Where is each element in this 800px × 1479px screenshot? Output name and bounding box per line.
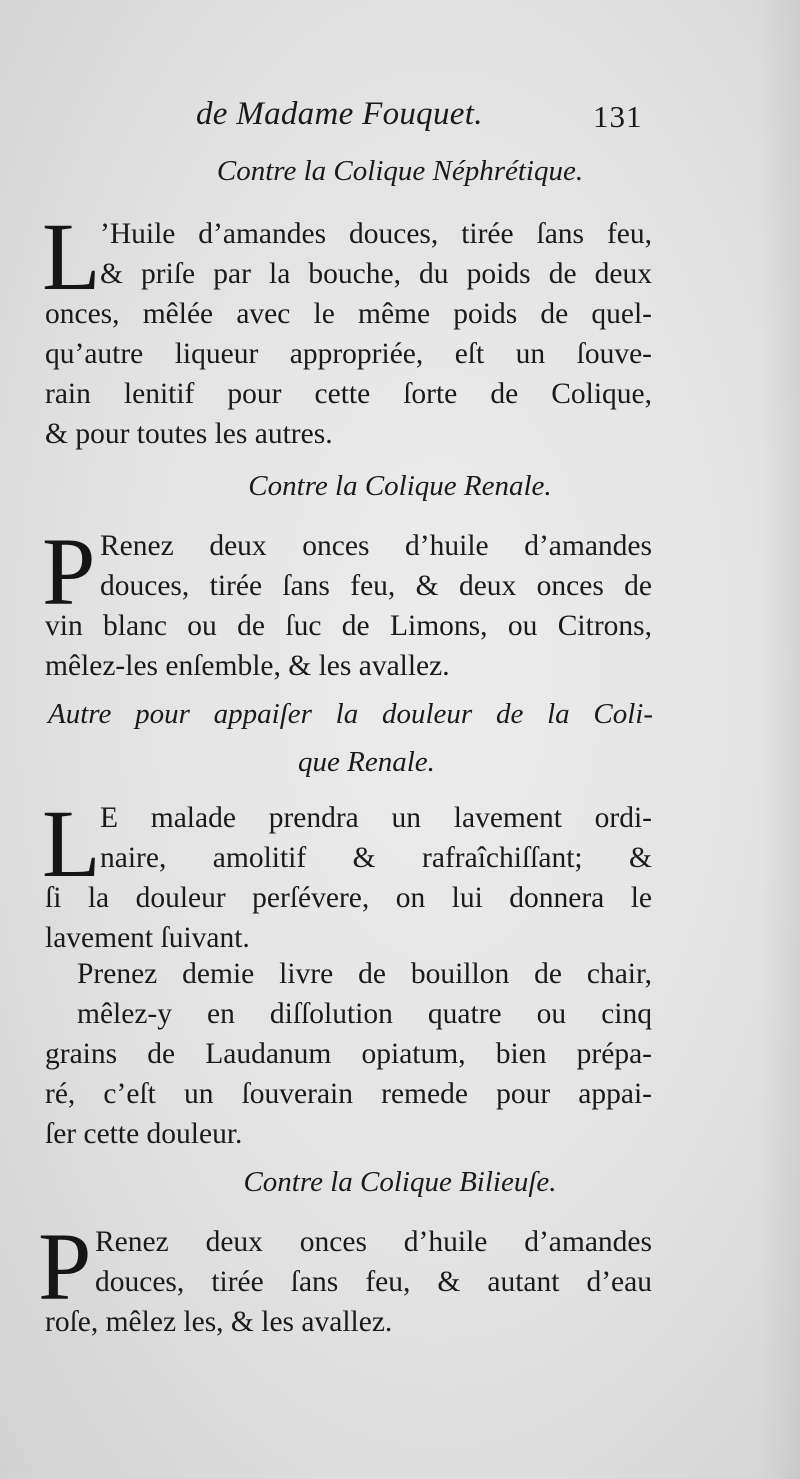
text-line: & priſe par la bouche, du poids de deux bbox=[100, 258, 652, 290]
section-heading-appaiser bbox=[48, 690, 653, 786]
text-line: mêlez-y en diſſolution quatre ou cinq bbox=[77, 998, 652, 1030]
section-heading-nephretique: Contre la Colique Néphrétique. bbox=[216, 155, 584, 187]
paragraph-appaiser bbox=[45, 798, 652, 958]
text-line: Prenez demie livre de bouillon de chair, bbox=[77, 958, 652, 990]
drop-cap-letter: L bbox=[42, 790, 101, 897]
text-line: qu’autre liqueur appropriée, eſt un ſouve- bbox=[45, 338, 652, 370]
text-line: douces, tirée ſans feu, & deux onces de bbox=[100, 570, 652, 602]
text-line: Renez deux onces d’huile d’amandes bbox=[100, 530, 652, 562]
text-line: mêlez-les enſemble, & les avallez. bbox=[45, 650, 450, 682]
text-line: rain lenitif pour cette ſorte de Colique, bbox=[45, 378, 652, 410]
text-line: E malade prendra un lavement ordi- bbox=[100, 802, 652, 834]
text-line: roſe, mêlez les, & les avallez. bbox=[45, 1306, 393, 1338]
section-heading-bilieuse: Contre la Colique Bilieuſe. bbox=[243, 1166, 557, 1198]
scan-shadow bbox=[760, 0, 800, 1479]
text-line: & pour toutes les autres. bbox=[45, 418, 333, 450]
page-number: 131 bbox=[593, 99, 643, 134]
running-title: de Madame Fouquet. bbox=[196, 96, 483, 132]
section-heading-renale: Contre la Colique Renale. bbox=[248, 470, 552, 502]
text-line: Renez deux onces d’huile d’amandes bbox=[95, 1226, 652, 1258]
text-line: naire, amolitif & rafraîchiſſant; & bbox=[100, 842, 652, 874]
text-line: onces, mêlée avec le même poids de quel- bbox=[45, 298, 652, 330]
text-line: ſer cette douleur. bbox=[45, 1118, 243, 1150]
heading-line: que Renale. bbox=[298, 746, 435, 778]
paragraph-recipe bbox=[45, 954, 652, 1154]
drop-cap-letter: L bbox=[42, 203, 101, 310]
paragraph-nephretique bbox=[45, 214, 652, 454]
text-line: grains de Laudanum opiatum, bien prépa- bbox=[45, 1038, 652, 1070]
drop-cap-letter: P bbox=[38, 1213, 92, 1320]
text-line: douces, tirée ſans feu, & autant d’eau bbox=[95, 1266, 652, 1298]
paragraph-renale bbox=[45, 526, 652, 686]
text-line: ’Huile d’amandes douces, tirée ſans feu, bbox=[100, 218, 652, 250]
drop-cap-letter: P bbox=[42, 518, 96, 625]
text-line: ſi la douleur perſévere, on lui donnera le bbox=[45, 882, 652, 914]
paragraph-bilieuse bbox=[45, 1222, 652, 1342]
text-line: lavement ſuivant. bbox=[45, 922, 250, 954]
text-line: ré, c’eſt un ſouverain remede pour appai- bbox=[45, 1078, 652, 1110]
heading-line: Autre pour appaiſer la douleur de la Coli- bbox=[48, 698, 653, 730]
text-line: vin blanc ou de ſuc de Limons, ou Citrons, bbox=[45, 610, 652, 642]
